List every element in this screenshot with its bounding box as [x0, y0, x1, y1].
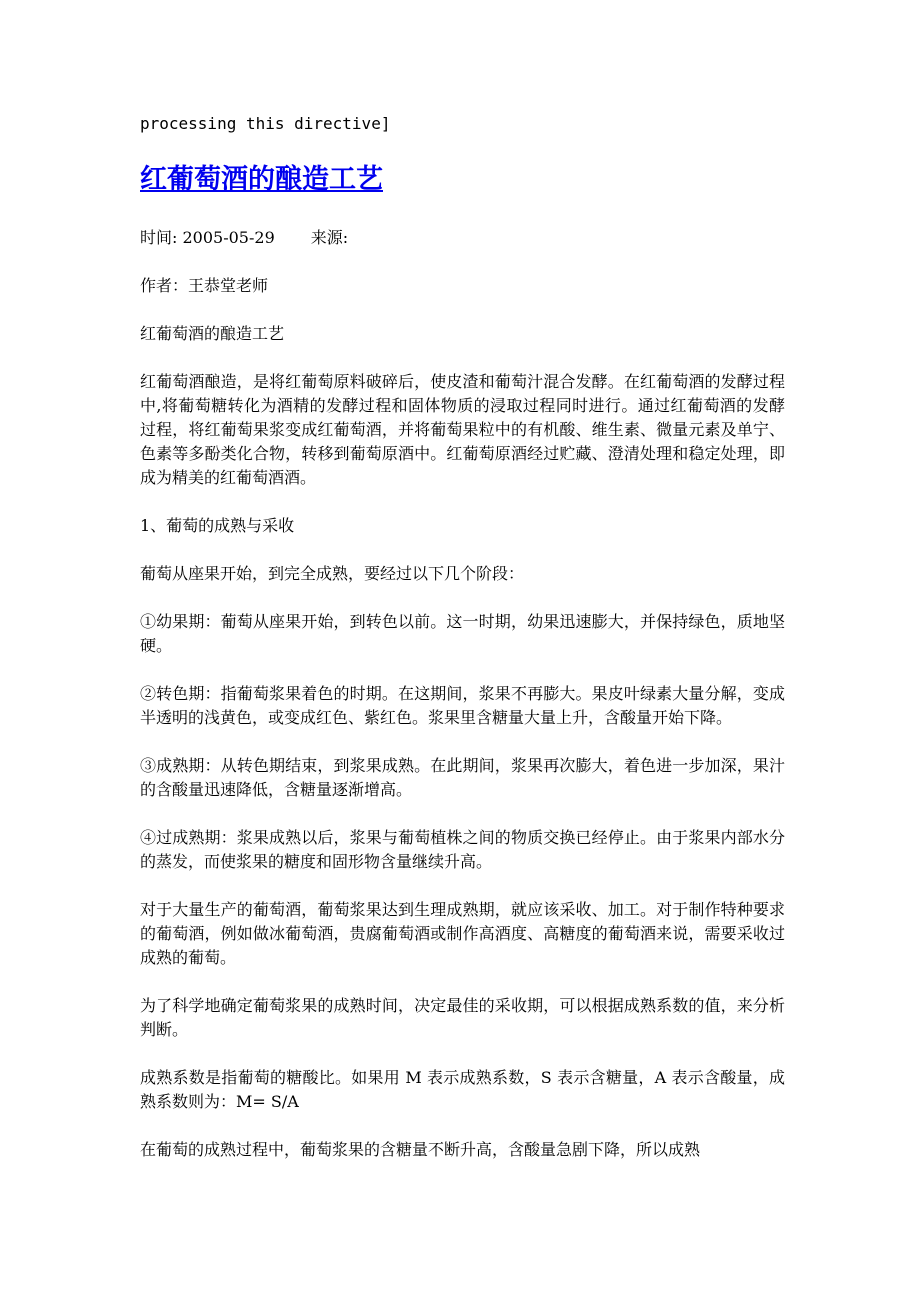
article-title-link[interactable]: 红葡萄酒的酿造工艺: [140, 164, 383, 195]
body-paragraph: 葡萄从座果开始，到完全成熟，要经过以下几个阶段：: [140, 564, 525, 583]
stage-paragraph-3: ③成熟期：从转色期结束，到浆果成熟。在此期间，浆果再次膨大，着色进一步加深，果汁的含酸量迅速降低，含糖量逐渐增高。: [140, 756, 785, 799]
body-paragraph: 对于大量生产的葡萄酒，葡萄浆果达到生理成熟期，就应该采收、加工。对于制作特种要求的葡萄酒，例如做冰葡萄酒，贵腐葡萄酒或制作高酒度、高糖度的葡萄酒来说，需要采收过成熟的葡萄。: [140, 900, 785, 967]
stage-paragraph-4: ④过成熟期：浆果成熟以后，浆果与葡萄植株之间的物质交换已经停止。由于浆果内部水分的蒸发，而使浆果的糖度和固形物含量继续升高。: [140, 828, 785, 871]
body-paragraph: 为了科学地确定葡萄浆果的成熟时间，决定最佳的采收期，可以根据成熟系数的值，来分析判断。: [140, 996, 785, 1039]
publish-date: 2005-05-29: [182, 228, 275, 247]
intro-paragraph: 红葡萄酒酿造，是将红葡萄原料破碎后，使皮渣和葡萄汁混合发酵。在红葡萄酒的发酵过程中,将葡萄糖转化为酒精的发酵过程和固体物质的浸取过程同时进行。通过红葡萄酒的发酵过程，将红葡萄果浆变成红葡萄酒，并将葡萄果粒中的有机酸、维生素、微量元素及单宁、色素等多酚类化合物，转移到葡萄原酒中。红葡萄原酒经过贮藏、澄清处理和稳定处理，即成为精美的红葡萄酒酒。: [140, 372, 785, 487]
stage-paragraph-2: ②转色期：指葡萄浆果着色的时期。在这期间，浆果不再膨大。果皮叶绿素大量分解，变成半透明的浅黄色，或变成红色、紫红色。浆果里含糖量大量上升，含酸量开始下降。: [140, 684, 785, 727]
article-meta-time-source: [140, 226, 785, 250]
source-label: 来源:: [310, 228, 349, 247]
stage-paragraph-1: ①幼果期：葡萄从座果开始，到转色以前。这一时期，幼果迅速膨大，并保持绿色，质地坚硬。: [140, 612, 785, 655]
time-label: 时间:: [140, 228, 178, 247]
article-author: 作者：王恭堂老师: [140, 276, 269, 295]
body-paragraph: 在葡萄的成熟过程中，葡萄浆果的含糖量不断升高，含酸量急剧下降，所以成熟: [140, 1140, 701, 1159]
directive-text: processing this directive]: [140, 114, 391, 133]
formula-paragraph: 成熟系数是指葡萄的糖酸比。如果用 M 表示成熟系数，S 表示含糖量，A 表示含酸量，成熟系数则为：M= S/A: [140, 1068, 785, 1111]
section-heading: 1、葡萄的成熟与采收: [140, 516, 295, 535]
article-title: [140, 160, 785, 200]
subtitle-paragraph: 红葡萄酒的酿造工艺: [140, 324, 285, 343]
document-page: [140, 112, 785, 1186]
